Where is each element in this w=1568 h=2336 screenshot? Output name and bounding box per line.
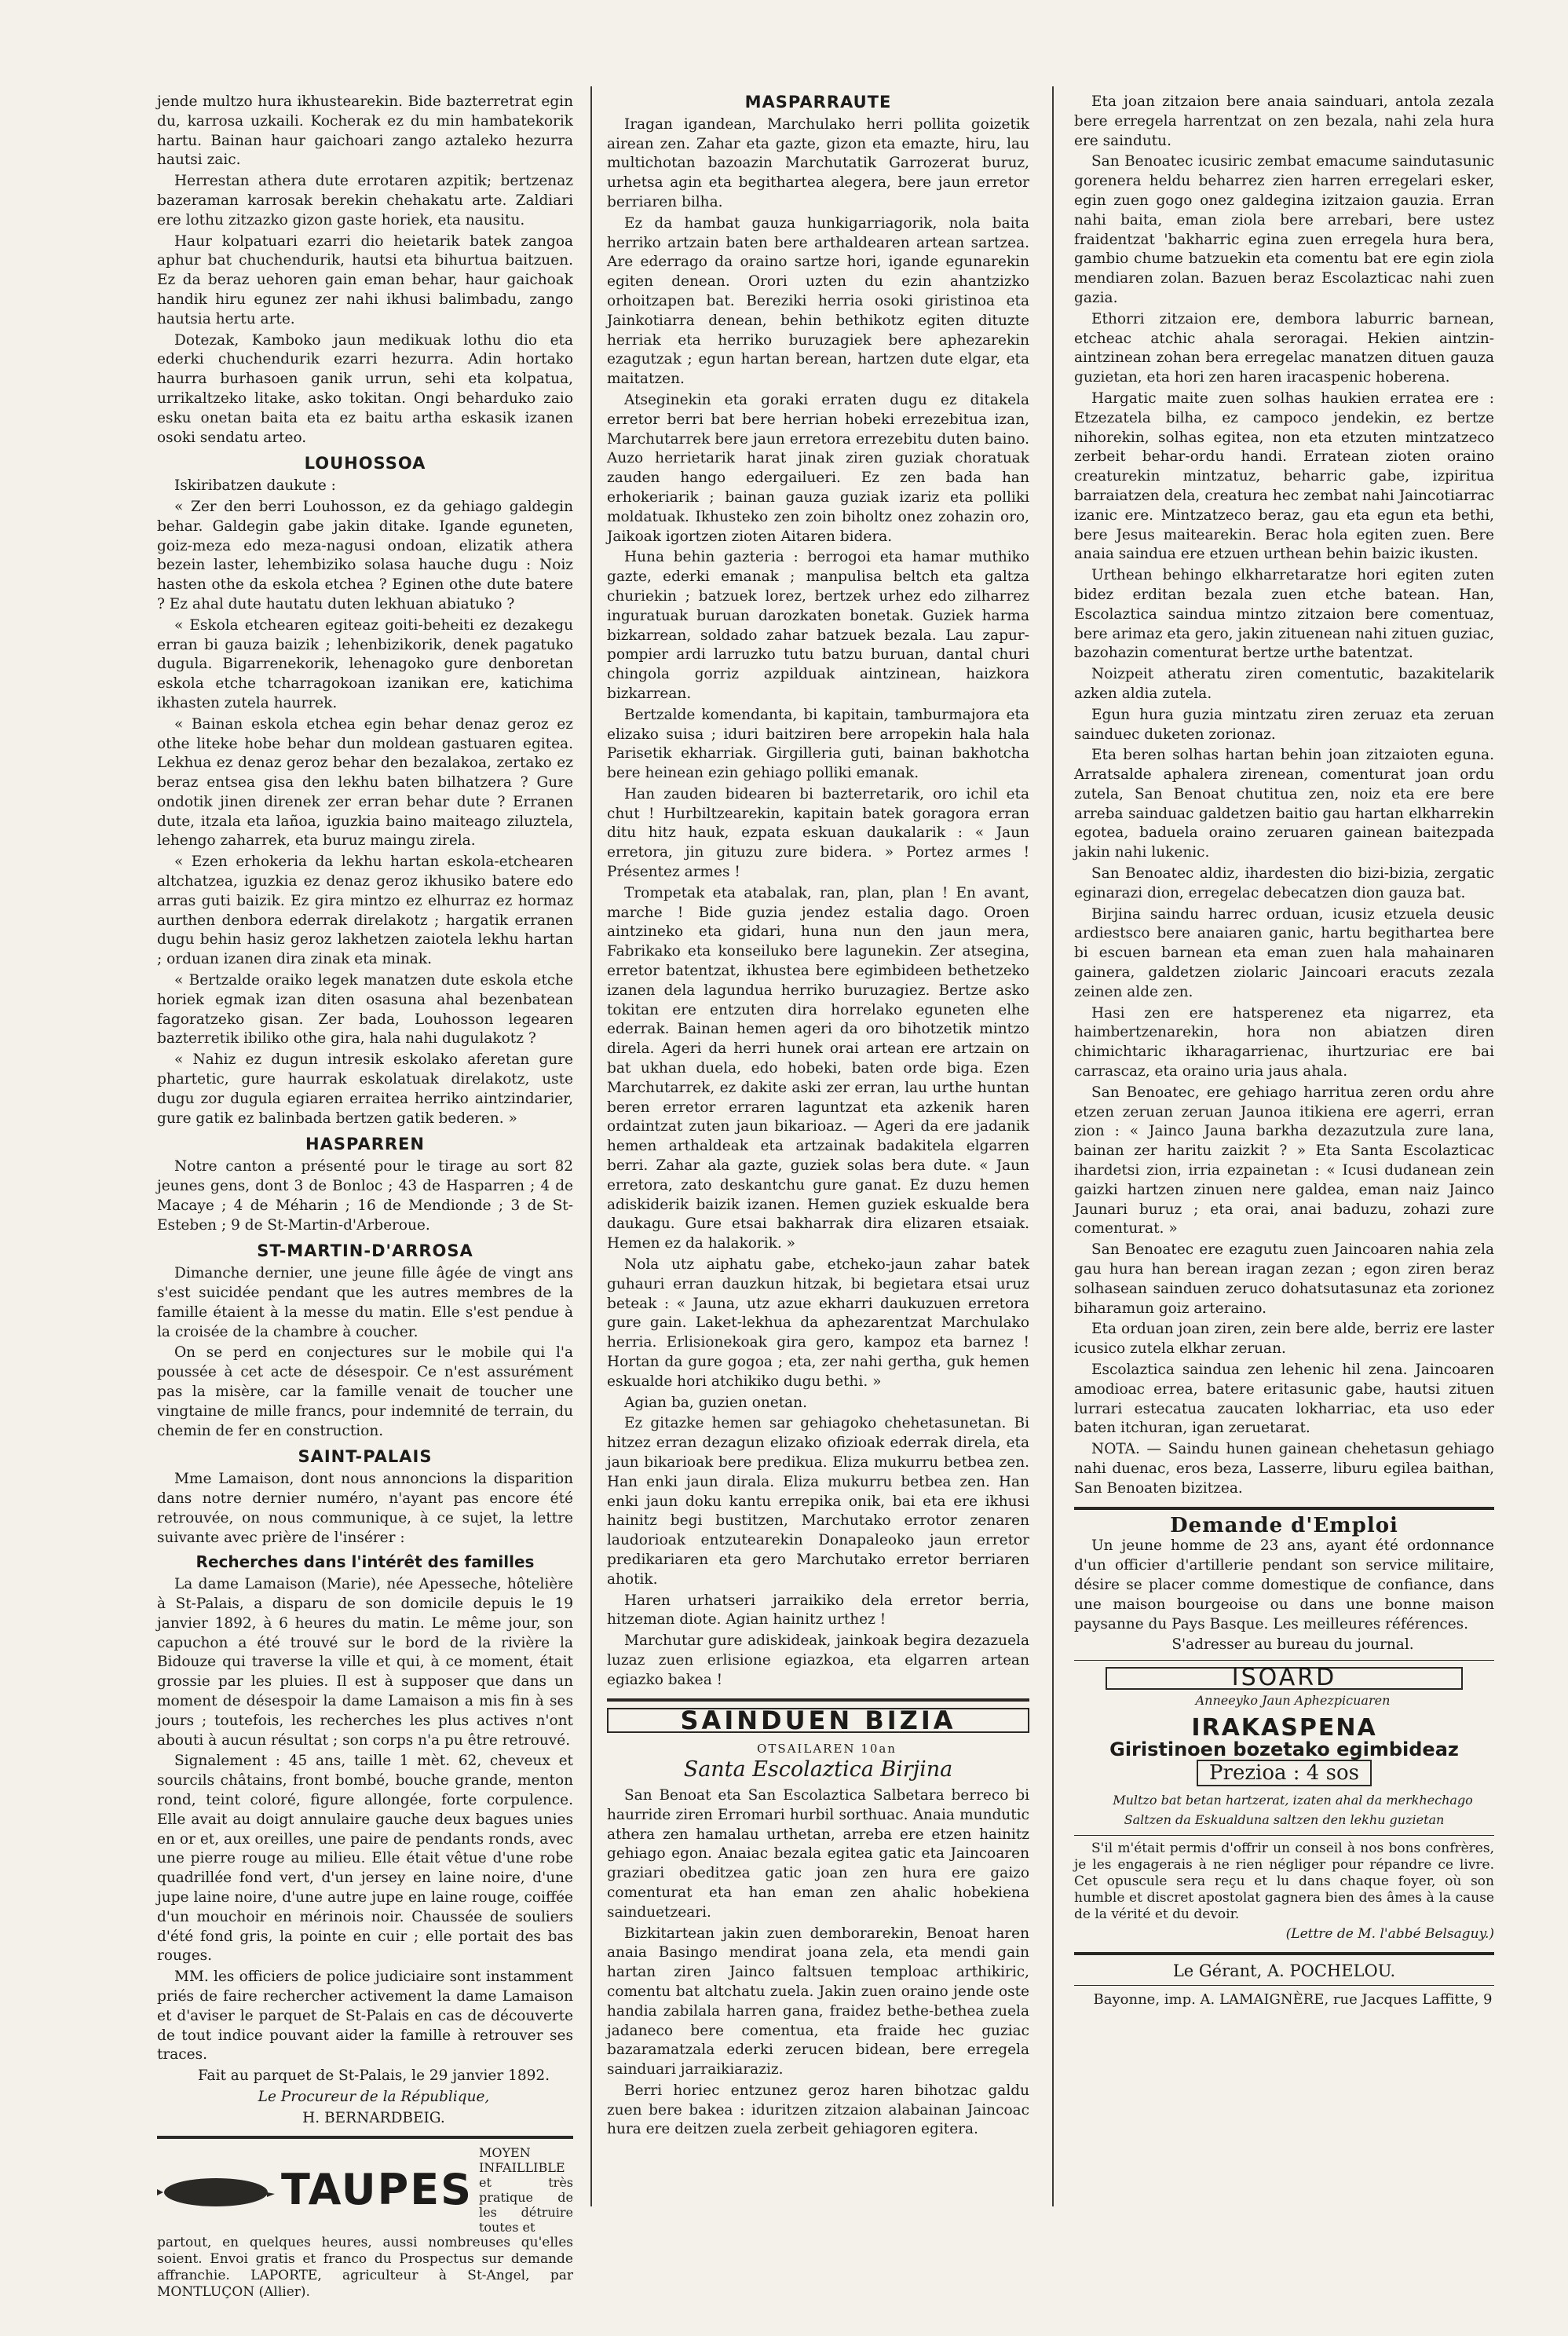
paragraph: Ez gitazke hemen sar gehiagoko chehetasunetan. Bi hitzez erran dezagun elizako ofizioak ederrak direla, eta jaun bikarioak bere predikua. Eliza mukurru betbea zen. Han enki jaun dirala. Eliza mukurru betbea zen. Han enki jaun doku kantu errepika onik, bai eta ere ikhusi hainitz begi bustitzen, Marchutako errotor zenaren laudorioak entzutearekin Donapaleoko jaun erretor predikariaren eta gero Marchutako erretor berriaren ahotik.	[607, 1415, 1029, 1588]
paragraph: Birjina saindu harrec orduan, icusiz etzuela deusic ardiestsco bere anaiaren ganic, hartu begithartea bere bi escuen barnean eta eman zuen hala mahainaren gainera, galdetzen ziolaric Jaincoari eracuts zezala zeinen alde zen.	[1074, 905, 1494, 1000]
paragraph: « Zer den berri Louhosson, ez da gehiago galdegin behar. Galdegin gabe jakin ditake. Igande eguneten, goiz-meza edo meza-nagusi ondoan, elizatik athera bezein laster, lehembiziko solasa hauche dugu : Noiz hasten othe da eskola etchea ? Eginen othe dute batere ? Ez ahal dute hautatu duten lekhuan abiatuko ?	[157, 498, 573, 612]
paragraph: Haren urhatseri jarraikiko dela erretor berria, hitzeman diote. Agian hainitz urthez !	[607, 1592, 1029, 1629]
signature-name: H. BERNARDBEIG.	[302, 2109, 445, 2126]
section-heading: HASPARREN	[305, 1135, 425, 1154]
column-divider	[1052, 86, 1054, 2206]
price-label: Prezioa : 4 sos	[1197, 1760, 1372, 1786]
advert-tagline: MOYEN INFAILLIBLE et très pratique de les détruire toutes et	[478, 2145, 573, 2235]
paragraph: San Benoat eta San Escolaztica Salbetara berreco bi haurride ziren Erromari hurbil sorthuac. Anaia mundutic athera zen hamalau urthetan, arreba ere etzen hainitz gehiago egon. Anaiac bezala egitea gatic eta Jaincoaren graziari obeditzea gatic joan zen hura ere gaizo comenturat eta han eman zen ahalic hobekiena sainduetzeari.	[607, 1786, 1029, 1921]
paragraph: Han zauden bidearen bi bazterretarik, oro ichil eta chut ! Hurbiltzearekin, kapitain batek goragora erran ditu hitz hauk, ezpata eskuan daukalarik : « Jaun erretora, jin gituzu zure bidera. » Portez armes ! Présentez armes !	[607, 785, 1029, 881]
paragraph: Ez da hambat gauza hunkigarriagorik, nola baita herriko artzain baten bere arthaldearen artean sartzea. Are ederrago da oraino sartze hori, igande egunarekin egiten denean. Orori uzten du ezin ahantzizko orhoitzapen bat. Bereziki herria osoki giristinoa eta Jainkotiarra denean, behin bethikotz egiten dituzte herriak eta herriko buruzagiek bere aphezarekin ezagutzak ; egun hartan berean, hartzen dute elgar, eta maitatzen.	[607, 214, 1029, 388]
paragraph: Noizpeit atheratu ziren comentutic, bazakitelarik azken aldia zutela.	[1074, 666, 1494, 702]
paragraph: « Eskola etchearen egiteaz goiti-beheiti ez dezakegu erran bi gauza baizik ; lehenbizikorik, denek pagatuko dugula. Bigarrenekorik, lehenagoko gure denboretan eskola etche tcharragokoan izanikan ere, katichima ikhasten zutela haurrek.	[157, 616, 573, 711]
article-title: Santa Escolaztica Birjina	[683, 1757, 953, 1782]
price-box	[1074, 1761, 1494, 1786]
paragraph: Urthean behingo elkharretaratze hori egiten zuten bidez erditan bezala zuen etche batean. Han, Escolaztica saindua mintzo zitzaion bere comentuaz, bere arimaz eta gero, jakin zituenean nahi zituen guziac, bazohazin comenturat bertze urthe batentzat.	[1074, 567, 1494, 662]
quote-source: (Lettre de M. l'abbé Belsaguy.)	[1285, 1925, 1494, 1942]
paragraph: jende multzo hura ikhustearekin. Bide bazterretrat egin du, karrosa uzkaili. Kocherak ez du min hambatekorik hartu. Bainan haur gaichoari zango aztaleko hezurra hautsi zaic.	[157, 93, 573, 169]
section-heading: SAINT-PALAIS	[298, 1447, 433, 1467]
separator	[1074, 1835, 1494, 1836]
column-right	[1074, 93, 1494, 2213]
book-subtitle: Giristinoen bozetako egimbideaz	[1109, 1738, 1459, 1760]
subheading: Recherches dans l'intérêt des familles	[196, 1552, 535, 1572]
paragraph: Eta joan zitzaion bere anaia sainduari, antola zezala bere erregela harrentzat on zen bezala, nahi zela hura ere saindutu.	[1074, 93, 1494, 149]
paragraph: « Bainan eskola etchea egin behar denaz geroz ez othe liteke hobe behar dun moldean gastuaren egitea. Lekhua ez denaz geroz behar den bezalakoa, zertako ez beraz entsea gisa den lekhu baten bilhatzera ? Gure ondotik jinen direnek zer erran behar dute ? Erranen dute, itzala eta lañoa, iguzkia baino maiteago ziluztela, lehengo zaharrek, eta buruz maingu zirela.	[157, 715, 573, 850]
section-heading: LOUHOSSOA	[304, 454, 426, 473]
paragraph: Dotezak, Kamboko jaun medikuak lothu dio eta ederki chuchendurik ezarri hezurra. Adin hortako haurra burhasoen ganik urrun, sehi eta kolpatua, urrikaltzeko litake, asko tokitan. Ongi beharduko zaio esku onetan baita eta ez baitu artha eskasik izanen osoki sendatu arteo.	[157, 331, 573, 446]
paragraph: Escolaztica saindua zen lehenic hil zena. Jaincoaren amodioac errea, batere eritasunic gabe, hautsi zituen lurrari estecatua zaucaten lokharriac, eta uso eder baten itchuran, igan zeruetarat.	[1074, 1362, 1494, 1437]
paragraph: Hargatic maite zuen solhas haukien erratea ere : Etzezatela bilha, ez campoco jendekin, ez bertze nihorekin, solhas egitea, non eta etzuten mintzatzeco zerbeit behar-ordu handi. Erratean zioten oraino creaturekin mintzatuz, beharric gabe, izpiritua barraiatzen dela, creatura hec zembat nahi Jaincotiarrac izanic ere. Mintzatzeco beraz, gau eta egun eta bethi, bere Jesus maitearekin. Berac hola egiten zuen. Bere anaia saindua ere etzuen urthean behin baizic ikusten.	[1074, 389, 1494, 563]
paragraph: MM. les officiers de police judiciaire sont instamment priés de faire rechercher activement la dame Lamaison et d'aviser le parquet de St-Palais en cas de découverte de tout indice pouvant aider la famille à retrouver ses traces.	[157, 1969, 573, 2064]
mole-icon	[157, 2169, 275, 2211]
paragraph: Agian ba, guzien onetan.	[624, 1394, 808, 1411]
paragraph: Herrestan athera dute errotaren azpitik; bertzenaz bazeraman karrosak berekin chehakatu arte. Zaldiari ere lothu zitzazko gizon gaste horiek, eta nausitu.	[157, 173, 573, 228]
paragraph: Eta orduan joan ziren, zein bere alde, berriz ere laster icusico zutela elkhar zeruan.	[1074, 1321, 1494, 1358]
paragraph: On se perd en conjectures sur le mobile qui l'a poussée à cet acte de désespoir. Ce n'est assurément pas la misère, car la famille venait de toucher une vingtaine de mille francs, pour indemnité de terrain, du chemin de fer en construction.	[157, 1344, 573, 1439]
paragraph: Trompetak eta atabalak, ran, plan, plan ! En avant, marche ! Bide guzia jendez estalia dago. Oroen aintzineko eta gidari, huna nun den jaun mera, Fabrikako eta konseiluko bere lagunekin. Zer atsegina, erretor batentzat, ikhustea bere egimbideen bethetzeko izanen dela lagundua herriko buruzagiez. Bertze asko tokitan ere entzuten dira horrelako eguneten elhe ederrak. Bainan hemen ageri da oro bihotzetik mintzo direla. Ageri da herri hunek orai artean ere artzain on bat ukhan duela, edo hobeki, baten orde biga. Ezen Marchutarrek, ez dakite aski zer erran, lau urthe huntan beren erretor erraren laguntzat eta azkenik haren ordaintzat zuten jaun bikarioaz. — Ageri da ere jadanik hemen arthaldeak eta artzainak badakitela elgarren berri. Zahar ala gazte, guziek solas bera dute. « Jaun erretora, zato deskantchu gure ganat. Ez duzu hemen adiskiderik baizik izanen. Hemen guziek eskualde bera daukagu. Gure etsai bakharrak dira elizaren etsaiak. Hemen ez da halakorik. »	[607, 884, 1029, 1252]
advert-title: TAUPES	[281, 2165, 473, 2215]
separator	[157, 2136, 573, 2139]
separator	[1074, 1507, 1494, 1510]
separator	[607, 1698, 1029, 1702]
paragraph: Notre canton a présenté pour le tirage au sort 82 jeunes gens, dont 3 de Bonloc ; 43 de Hasparren ; 4 de Macaye ; 4 de Méharin ; 16 de Mendionde ; 3 de St-Esteben ; 9 de St-Martin-d'Arberoue.	[157, 1158, 573, 1234]
paragraph: La dame Lamaison (Marie), née Apesseche, hôtelière à St-Palais, a disparu de son domicile depuis le 19 janvier 1892, à 6 heures du matin. Le même jour, son capuchon a été trouvé sur le bord de la rivière la Bidouze qui traverse la ville et qui, à ce moment, était grossie par les pluies. Il est à supposer que dans un moment de désespoir la dame Lamaison a mis fin à ses jours ; toutefois, les recherches les plus actives n'ont abouti à aucun résultat ; son corps n'a pu être retrouvé.	[157, 1576, 573, 1749]
paragraph: Atseginekin eta goraki erraten dugu ez ditakela erretor berri bat bere herrian hobeki errezebitua izan, Marchutarrek bere jaun erretora errezebitu duten baino. Auzo herrietarik harat jinak ziren guziak choratuak zauden hango edergailueri. Ez zen bada han erhokeriarik ; bainan gauza guziak izariz eta polliki moldatuak. Ikhusteko zen zoin biholtz onez zohazin oro, Jaikoak igortzen zioten Aitaren bidera.	[607, 391, 1029, 545]
column-middle	[607, 93, 1029, 2213]
irakaspena-title: IRAKASPENA	[1191, 1713, 1377, 1742]
paragraph: Bertzalde komendanta, bi kapitain, tamburmajora eta elizako suisa ; iduri baitziren bere arropekin hala hala Parisetik ekharriak. Girgilleria guti, bainan bakhotcha bere heinean ezin gehiago polliki emanak.	[607, 706, 1029, 782]
paragraph: Bizkitartean jakin zuen demborarekin, Benoat haren anaia Basingo mendirat joana zela, eta mendi gain hartan ziren Jainco faltsuen temploac arthikiric, comentu bat altchatu zuela. Jakin zuen oraino jende oste handia zabilala harren gana, fraidez bethe-bethea zuela jadaneco bere comentua, eta fraide hec guziac bazaramatzala ederki zerucen bidean, bere erregela sainduari jarraikiaraziz.	[607, 1925, 1029, 2078]
signature-line: Le Procureur de la République,	[258, 2088, 490, 2105]
paragraph: San Benoatec aldiz, ihardesten dio bizi-bizia, zergatic eginarazi dion, erregelac debecatzen dion gauza bat.	[1074, 865, 1494, 901]
paragraph: Mme Lamaison, dont nous annoncions la disparition dans notre dernier numéro, n'ayant pas encore été retrouvée, on nous communique, à ce sujet, la lettre suivante avec prière de l'insérer :	[157, 1471, 573, 1546]
paragraph: « Nahiz ez dugun intresik eskolako aferetan gure phartetic, gure haurrak eskolatuak direlakotz, uste dugu zor dugula egiaren erraitea herriko aintzindarier, gure gatik ez balinbada bertzen gatik bederen. »	[157, 1051, 573, 1127]
paragraph: Nola utz aiphatu gabe, etcheko-jaun zahar batek guhauri erran dauzkun hitzak, bi begietara etsai uruz beteak : « Jauna, utz azue ekharri daukuzuen erretora gure gain. Laket-lekhua da aphezarentzat Marchulako herria. Erlisionekoak gira gero, kampoz eta barnez ! Hortan da gure gogoa ; eta, zer nahi gertha, guk hemen eskualde hori atchikiko dugu bethi. »	[607, 1256, 1029, 1390]
isoard-subtitle: Anneeyko Jaun Aphezpicuaren	[1195, 1692, 1391, 1708]
section-heading: ST-MARTIN-D'ARROSA	[257, 1241, 473, 1261]
paragraph: « Ezen erhokeria da lekhu hartan eskola-etchearen altchatzea, iguzkia ez denaz geroz ikhusiko batere edo arras guti baizik. Ez gira mintzo ez elhurraz ez hormaz aurthen denbora ederrak direlakotz ; hargatik erranen dugu behin hasiz geroz lakhetzen zaiotela lekhu hartan ; orduan izanen dira zinak eta minak.	[157, 854, 573, 968]
paragraph: Ethorri zitzaion ere, dembora laburric barnean, etcheac atchic ahala seroragai. Hekien aintzin-aintzinean zohan bera erregelac manatzen dituen gauza guzietan, eta hori zen haren iracaspenic hoberena.	[1074, 310, 1494, 386]
paragraph: San Benoatec, ere gehiago harritua zeren ordu ahre etzen zeruan zeruan Jaunoa itikiena ere agerri, erran zion : « Jainco Jauna barkha dezazutzula zure lana, bainan zer haritu zaizkit ? » Eta Santa Escolazticac ihardetsi zion, irria ezpainetan : « Icusi dudanean zein gaizki hartzen zinuen nere galdea, eman naiz Jainco Jaunari buruz ; eta orai, anai baduzu, zohazi zure comenturat. »	[1074, 1084, 1494, 1237]
column-left	[157, 93, 573, 2301]
section-banner: SAINDUEN BIZIA	[607, 1708, 1029, 1734]
paragraph: Egun hura guzia mintzatu ziren zeruaz eta zeruan sainduec duketen zorionaz.	[1074, 706, 1494, 743]
emploi-heading: Demande d'Emploi	[1170, 1513, 1398, 1537]
isoard-box: ISOARD	[1106, 1667, 1463, 1690]
paragraph: Dimanche dernier, une jeune fille âgée de vingt ans s'est suicidée pendant que les autres membres de la famille étaient à la messe du matin. Elle s'est pendue à la croisée de la chambre à coucher.	[157, 1265, 573, 1340]
paragraph: Marchutar gure adiskideak, jainkoak begira dezazuela luzaz zuen erlisione egiazkoa, eta elgarren artean egiazko bakea !	[607, 1632, 1029, 1688]
paragraph: San Benoatec ere ezagutu zuen Jaincoaren nahia zela gau hura han berean iragan zezan ; egon ziren beraz solhasean sainduen zeruco dohatsutasunaz eta zorionez biharamun goiz arteraino.	[1074, 1241, 1494, 1317]
sales-note: Multzo bat betan hartzerat, izaten ahal da merkhechago Saltzen da Eskualduna saltzen den lekhu guzietan	[1113, 1793, 1473, 1827]
signature-line: Fait au parquet de St-Palais, le 29 janvier 1892.	[197, 2067, 550, 2085]
quote-text: S'il m'était permis d'offrir un conseil à nos bons confrères, je les engagerais à ne rien négliger pour répandre ce livre. Cet opuscule sera reçu et lu dans chaque foyer, où son humble et discret apostolat gagnera bien des âmes à la cause de la vérité et du devoir.	[1074, 1840, 1494, 1922]
paragraph: Eta beren solhas hartan behin joan zitzaioten eguna. Arratsalde aphalera zirenean, comenturat joan ordu zutela, San Benoat chutitua zen, noiz eta ere bere arreba sainduac galdetzen baitio gau hartan elkharrekin egotea, baduela oraino zeruaren gainean baitezpada jakin nahi lukenic.	[1074, 747, 1494, 861]
paragraph: « Bertzalde oraiko legek manatzen dute eskola etche horiek egmak izan diten osasuna ahal bezenbatean fagoratzeko gisan. Zer bada, Louhosson legearen bazterretik ibiliko othe gira, hala nahi dugulakotz ?	[157, 972, 573, 1047]
paragraph: Iskiribatzen daukute :	[174, 477, 336, 495]
taupes-advert	[157, 2145, 573, 2235]
emploi-address: S'adresser au bureau du journal.	[1171, 1636, 1414, 1654]
paragraph: Iragan igandean, Marchulako herri pollita goizetik airean zen. Zahar eta gazte, gizon eta emazte, hiru, lau multichotan bazoazin Marchutatik Garrozerat buruz, urhetsa agin eta begithartea alegera, bere jaun erretor berriaren bilha.	[607, 115, 1029, 210]
paragraph: San Benoatec icusiric zembat emacume saindutasunic gorenera heldu beharrez zien harren erregelari esker, egin zuen gogo onez galdegina izitzaion gauzia. Erran nahi baita, eman ziola bere arrebari, bere ustez fraidentzat 'bakharric egina zuen erregela hura bera, gambio chume batzuekin eta comentu bat ere egin ziola mendiaren zolan. Bazuen beraz Escolazticac nahi zuen gazia.	[1074, 153, 1494, 306]
gerant-line: Le Gérant, A. POCHELOU.	[1172, 1961, 1396, 1980]
paragraph: Hasi zen ere hatsperenez eta nigarrez, eta haimbertzenarekin, hora non abiatzen diren chimichtaric ikharagarrienac, ihurtzuriac ere bai carrascaz, eta oraino uria jaus ahala.	[1074, 1004, 1494, 1080]
separator	[1074, 1952, 1494, 1955]
paragraph: Signalement : 45 ans, taille 1 mèt. 62, cheveux et sourcils châtains, front bombé, bouche grande, menton rond, teint coloré, figure allongée, forte corpulence. Elle avait au doigt annulaire gauche deux bagues unies en or et, aux oreilles, une paire de pendants ronds, avec une pierre rouge au milieu. Elle était vêtue d'une robe quadrillée fond vert, d'un jersey en laine noire, d'une jupe laine noire, d'une autre jupe en laine rouge, coiffée d'un mouchoir en mérinois noir. Chaussée de souliers d'été fond gris, la pointe en cuir ; elle portait des bas rouges.	[157, 1753, 573, 1965]
emploi-text: Un jeune homme de 23 ans, ayant été ordonnance d'un officier d'artillerie pendant son service militaire, désire se placer comme domestique de confiance, dans une maison bourgeoise ou dans une bonne maison paysanne du Pays Basque. Les meilleures références.	[1074, 1537, 1494, 1632]
column-divider	[590, 86, 592, 2206]
paragraph: Huna behin gazteria : berrogoi eta hamar muthiko gazte, ederki emanak ; manpulisa beltch eta galtza churiekin ; batzuek lorez, bertzek urhez edo zilharrez inguratuak buruan darozkaten bonetak. Guziek harma bizkarrean, soldado zahar batzuek bezala. Lau zapur-pompier ardi larruzko tutu batzu buruan, dantal churi chingola gorriz azpilduak aintzinean, haizkora bizkarrean.	[607, 549, 1029, 702]
section-heading: MASPARRAUTE	[744, 93, 892, 111]
paragraph: Haur kolpatuari ezarri dio heietarik batek zangoa aphur bat chuchendurik, hautsi eta bihurtua baitzuen. Ez da beraz uehoren gain eman behar, haur gaichoak handik hiru egunez zer nahi ikhusi balimbadu, zango hautsia hertu arte.	[157, 232, 573, 327]
paragraph: Berri horiec entzunez geroz haren bihotzac galdu zuen bere bakea : iduritzen zitzaion alabainan Jaincoac hura ere deitzen zuela zerbeit gehiagoren egitera.	[607, 2082, 1029, 2138]
note: NOTA. — Saindu hunen gainean chehetasun gehiago nahi duenac, eros beza, Lasserre, liburu egilea baithan, San Benoaten bizitzea.	[1074, 1441, 1494, 1497]
advert-text: partout, en quelques heures, aussi nombreuses qu'elles soient. Envoi gratis et franco du Prospectus sur demande affranchie. LAPORTE, agriculteur à St-Angel, par MONTLUÇON (Allier).	[157, 2235, 573, 2301]
imprint-line: Bayonne, imp. A. LAMAIGNÈRE, rue Jacques Laffitte, 9	[1093, 1991, 1493, 2009]
separator	[1074, 1660, 1494, 1661]
separator	[1074, 1985, 1494, 1986]
date-line: OTSAILAREN 10an	[757, 1742, 897, 1757]
